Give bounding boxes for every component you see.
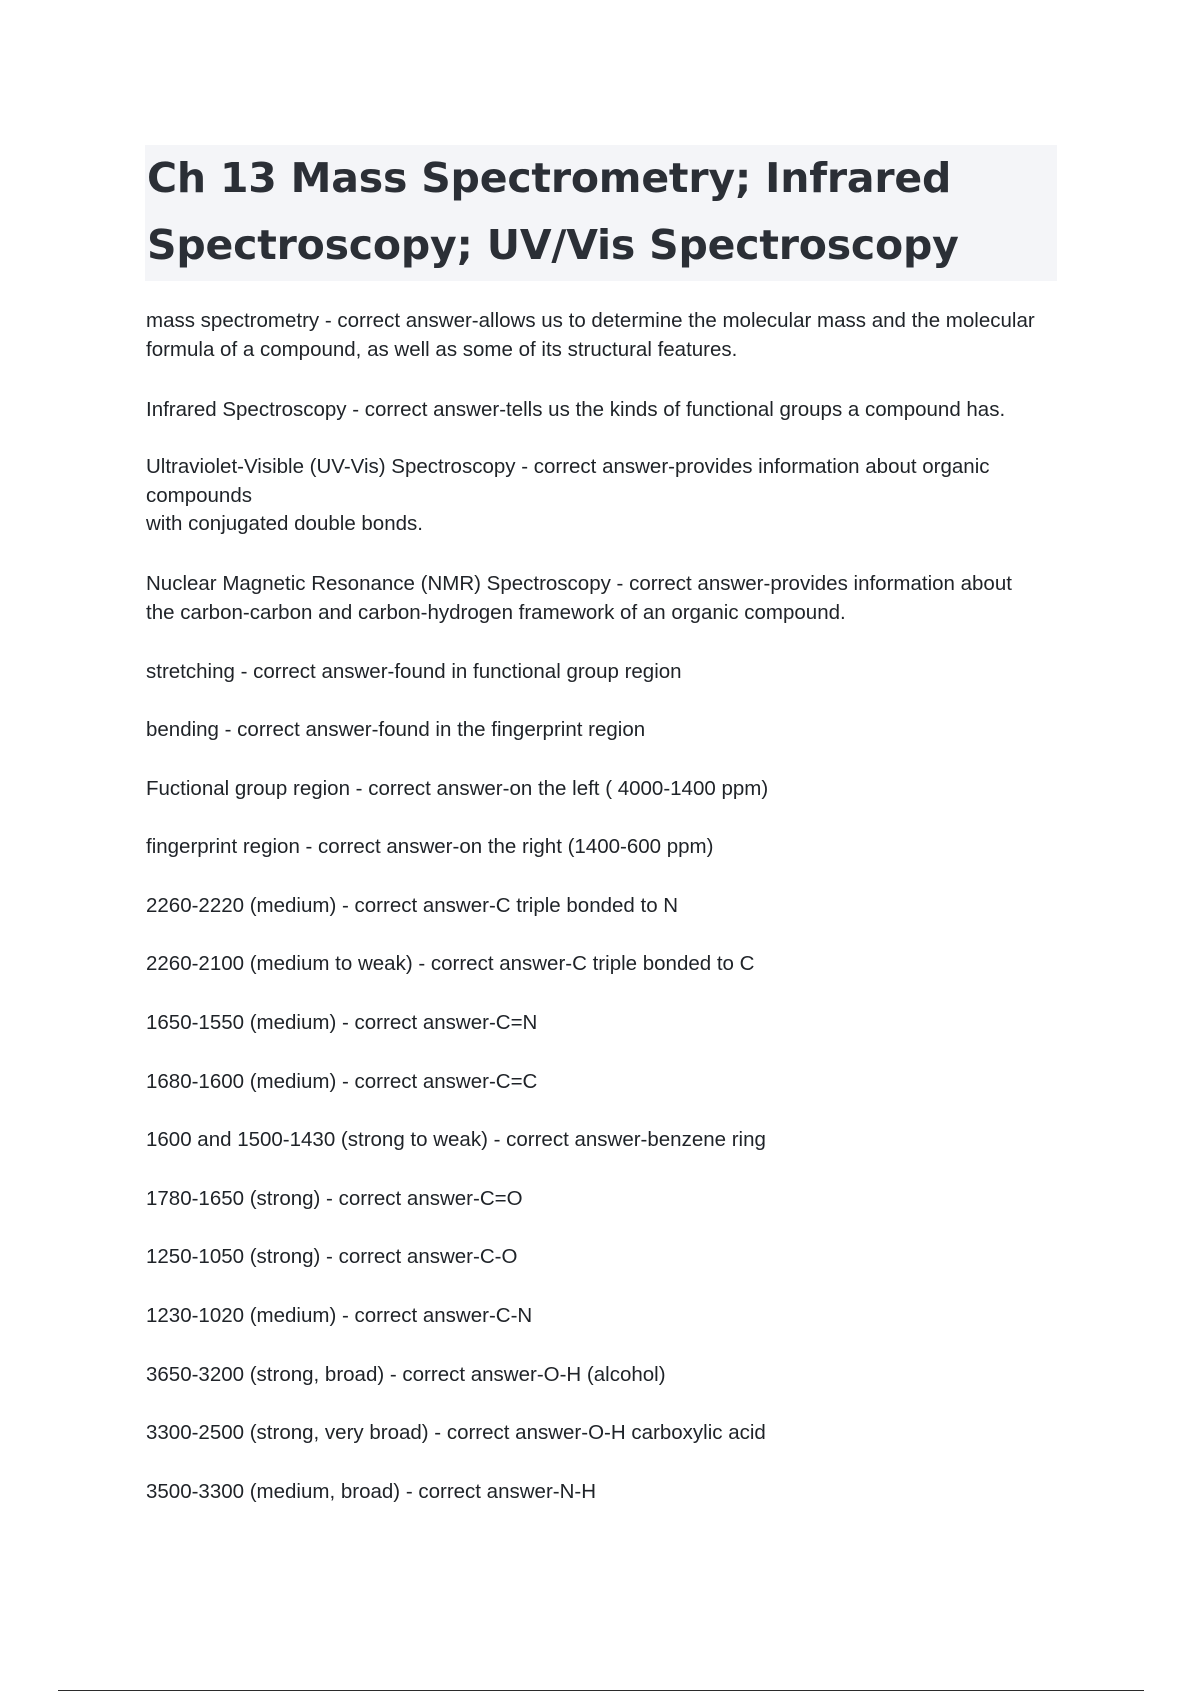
flashcard-entry: bending - correct answer-found in the fingerprint region bbox=[146, 718, 646, 742]
flashcard-entry: 2260-2220 (medium) - correct answer-C triple bonded to N bbox=[146, 893, 679, 917]
flashcard-entry: Fuctional group region - correct answer-on the left ( 4000-1400 ppm) bbox=[146, 776, 769, 800]
flashcard-entry: Infrared Spectroscopy - correct answer-tells us the kinds of functional groups a compound has. bbox=[146, 398, 1006, 421]
flashcard-entry: 1650-1550 (medium) - correct answer-C=N bbox=[146, 1011, 538, 1035]
flashcard-entry: 1780-1650 (strong) - correct answer-C=O bbox=[146, 1186, 523, 1210]
footer-divider bbox=[58, 1690, 1144, 1691]
flashcard-entry: 3650-3200 (strong, broad) - correct answer-O-H (alcohol) bbox=[146, 1362, 666, 1386]
title-banner bbox=[145, 145, 1057, 281]
flashcard-entry: fingerprint region - correct answer-on the right (1400-600 ppm) bbox=[146, 835, 714, 859]
flashcard-entry: 1230-1020 (medium) - correct answer-C-N bbox=[146, 1304, 533, 1328]
flashcard-entry: Nuclear Magnetic Resonance (NMR) Spectroscopy - correct answer-provides information about the carbon-carbon and carbon-hydrogen framework of an organic compound. bbox=[146, 571, 1012, 624]
flashcard-list bbox=[146, 306, 1046, 1506]
flashcard-entry: mass spectrometry - correct answer-allows us to determine the molecular mass and the molecular formula of a compound, as well as some of its structural features. bbox=[146, 309, 1035, 361]
flashcard-entry: Ultraviolet-Visible (UV-Vis) Spectroscopy - correct answer-provides information about organic compounds with conjugated double bonds. bbox=[146, 455, 990, 535]
flashcard-entry: 3300-2500 (strong, very broad) - correct answer-O-H carboxylic acid bbox=[146, 1421, 766, 1445]
flashcard-entry: stretching - correct answer-found in functional group region bbox=[146, 659, 682, 683]
flashcard-entry: 2260-2100 (medium to weak) - correct answer-C triple bonded to C bbox=[146, 952, 755, 976]
page-title: Ch 13 Mass Spectrometry; Infrared Spectroscopy; UV/Vis Spectroscopy bbox=[147, 154, 959, 269]
flashcard-entry: 3500-3300 (medium, broad) - correct answer-N-H bbox=[146, 1479, 597, 1503]
flashcard-entry: 1680-1600 (medium) - correct answer-C=C bbox=[146, 1069, 538, 1093]
flashcard-entry: 1600 and 1500-1430 (strong to weak) - correct answer-benzene ring bbox=[146, 1128, 766, 1152]
flashcard-entry: 1250-1050 (strong) - correct answer-C-O bbox=[146, 1245, 518, 1269]
